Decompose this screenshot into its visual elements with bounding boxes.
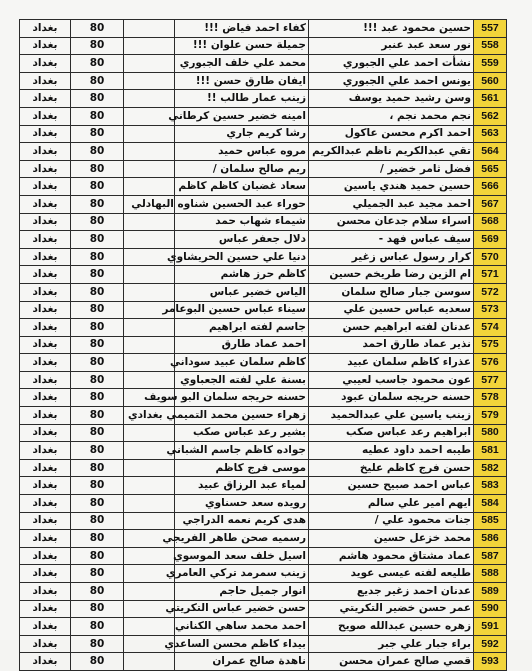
second-name-cell: امينه خضير حسين كرطاني <box>175 107 309 125</box>
second-name-cell: بيداء كاظم محسن الساعدي <box>175 635 309 653</box>
score-cell: 80 <box>71 389 124 407</box>
name-cell: عماد مشتاق محمود هاشم <box>309 547 474 565</box>
score-cell: 80 <box>71 565 124 583</box>
empty-cell <box>124 547 175 565</box>
table-row <box>20 55 507 73</box>
table-row <box>20 20 507 38</box>
name-cell: يونس احمد علي الجبوري <box>309 72 474 90</box>
table-row <box>20 213 507 231</box>
second-name-cell: احمد عماد طارق <box>175 336 309 354</box>
second-name-cell: هدى كريم نعمه الدراجي <box>175 512 309 530</box>
second-name-cell: كفاء احمد فياض !!! <box>175 20 309 38</box>
score-cell: 80 <box>71 178 124 196</box>
score-cell: 80 <box>71 512 124 530</box>
second-name-cell: شيماء شهاب حمد <box>175 213 309 231</box>
city-cell: بغداد <box>20 90 71 108</box>
city-cell: بغداد <box>20 583 71 601</box>
name-cell: نجم محمد نجم ، <box>309 107 474 125</box>
table-row <box>20 90 507 108</box>
table-row <box>20 442 507 460</box>
second-name-cell: زينب عمار طالب !! <box>175 90 309 108</box>
table-row <box>20 160 507 178</box>
table-row <box>20 600 507 618</box>
city-cell: بغداد <box>20 459 71 477</box>
row-number-cell: 561 <box>474 90 507 108</box>
second-name-cell: سعاد غضبان كاظم كاظم <box>175 178 309 196</box>
table-row <box>20 195 507 213</box>
second-name-cell: محمد علي خلف الجبوري <box>175 55 309 73</box>
score-cell: 80 <box>71 248 124 266</box>
row-number-cell: 563 <box>474 125 507 143</box>
score-cell: 80 <box>71 266 124 284</box>
row-number-cell: 571 <box>474 266 507 284</box>
second-name-cell: زهراء حسين محمد التميمي بغدادي <box>175 407 309 425</box>
city-cell: بغداد <box>20 547 71 565</box>
second-name-cell: بسنة علي لفته الجعباوي <box>175 371 309 389</box>
table-row <box>20 301 507 319</box>
name-cell: عدنان لفته ابراهيم حسن <box>309 319 474 337</box>
empty-cell <box>124 213 175 231</box>
second-name-cell: مروه عباس حميد <box>175 143 309 161</box>
city-cell: بغداد <box>20 371 71 389</box>
table-row <box>20 653 507 671</box>
city-cell: بغداد <box>20 125 71 143</box>
score-cell: 80 <box>71 530 124 548</box>
city-cell: بغداد <box>20 600 71 618</box>
row-number-cell: 592 <box>474 635 507 653</box>
row-number-cell: 588 <box>474 565 507 583</box>
second-name-cell: انوار جميل حاجم <box>175 583 309 601</box>
score-cell: 80 <box>71 407 124 425</box>
city-cell: بغداد <box>20 389 71 407</box>
table-row <box>20 459 507 477</box>
name-cell: ام الزين رضا طريخم حسين <box>309 266 474 284</box>
score-cell: 80 <box>71 336 124 354</box>
second-name-cell: احمد محمد ساهي الكناني <box>175 618 309 636</box>
row-number-cell: 558 <box>474 37 507 55</box>
name-cell: ايهم امير علي سالم <box>309 495 474 513</box>
row-number-cell: 586 <box>474 530 507 548</box>
score-cell: 80 <box>71 547 124 565</box>
empty-cell <box>124 90 175 108</box>
score-cell: 80 <box>71 600 124 618</box>
table-row <box>20 125 507 143</box>
row-number-cell: 591 <box>474 618 507 636</box>
city-cell: بغداد <box>20 248 71 266</box>
row-number-cell: 576 <box>474 354 507 372</box>
second-name-cell: ريم صالح سلمان / <box>175 160 309 178</box>
row-number-cell: 584 <box>474 495 507 513</box>
names-table-body <box>20 20 507 671</box>
table-row <box>20 407 507 425</box>
city-cell: بغداد <box>20 653 71 671</box>
second-name-cell: جميلة حسن علوان !!! <box>175 37 309 55</box>
table-row <box>20 495 507 513</box>
city-cell: بغداد <box>20 20 71 38</box>
name-cell: محمد خزعل حسين <box>309 530 474 548</box>
score-cell: 80 <box>71 653 124 671</box>
row-number-cell: 581 <box>474 442 507 460</box>
row-number-cell: 570 <box>474 248 507 266</box>
second-name-cell: كاظم حرز هاشم <box>175 266 309 284</box>
table-row <box>20 512 507 530</box>
second-name-cell: موسى فرج كاظم <box>175 459 309 477</box>
table-row <box>20 477 507 495</box>
second-name-cell: بشير رعد عباس صكب <box>175 424 309 442</box>
row-number-cell: 577 <box>474 371 507 389</box>
city-cell: بغداد <box>20 565 71 583</box>
table-row <box>20 635 507 653</box>
empty-cell <box>124 319 175 337</box>
empty-cell <box>124 20 175 38</box>
name-cell: حسين حميد هندي ياسين <box>309 178 474 196</box>
second-name-cell: جواده كاظم جاسم الشباني <box>175 442 309 460</box>
row-number-cell: 562 <box>474 107 507 125</box>
score-cell: 80 <box>71 213 124 231</box>
name-cell: عون محمود جاسب لعيبي <box>309 371 474 389</box>
score-cell: 80 <box>71 618 124 636</box>
second-name-cell: جاسم لفته ابراهيم <box>175 319 309 337</box>
score-cell: 80 <box>71 283 124 301</box>
row-number-cell: 583 <box>474 477 507 495</box>
name-cell: كرار رسول عباس زغير <box>309 248 474 266</box>
row-number-cell: 569 <box>474 231 507 249</box>
empty-cell <box>124 107 175 125</box>
names-table <box>19 19 507 671</box>
empty-cell <box>124 336 175 354</box>
table-row <box>20 618 507 636</box>
city-cell: بغداد <box>20 283 71 301</box>
row-number-cell: 593 <box>474 653 507 671</box>
table-row <box>20 266 507 284</box>
city-cell: بغداد <box>20 530 71 548</box>
empty-cell <box>124 495 175 513</box>
second-name-cell: سيناء عباس حسين البوعامر <box>175 301 309 319</box>
second-name-cell: لمياء عبد الرزاق عبيد <box>175 477 309 495</box>
name-cell: عذراء كاظم سلمان عبيد <box>309 354 474 372</box>
row-number-cell: 565 <box>474 160 507 178</box>
empty-cell <box>124 618 175 636</box>
empty-cell <box>124 424 175 442</box>
empty-cell <box>124 371 175 389</box>
name-cell: زهره حسين عبدالله صويح <box>309 618 474 636</box>
score-cell: 80 <box>71 477 124 495</box>
city-cell: بغداد <box>20 319 71 337</box>
table-row <box>20 565 507 583</box>
table-row <box>20 178 507 196</box>
row-number-cell: 590 <box>474 600 507 618</box>
name-cell: عمر حسن خضير التكريتي <box>309 600 474 618</box>
row-number-cell: 589 <box>474 583 507 601</box>
city-cell: بغداد <box>20 143 71 161</box>
score-cell: 80 <box>71 371 124 389</box>
name-cell: طيبه احمد داود عطيه <box>309 442 474 460</box>
empty-cell <box>124 72 175 90</box>
name-cell: قصي صالح عمران محسن <box>309 653 474 671</box>
table-row <box>20 336 507 354</box>
table-row <box>20 389 507 407</box>
score-cell: 80 <box>71 37 124 55</box>
name-cell: سعديه عباس حسين علي <box>309 301 474 319</box>
city-cell: بغداد <box>20 213 71 231</box>
second-name-cell: زينب سمرمد تركي العامري <box>175 565 309 583</box>
row-number-cell: 559 <box>474 55 507 73</box>
city-cell: بغداد <box>20 477 71 495</box>
row-number-cell: 585 <box>474 512 507 530</box>
table-row <box>20 231 507 249</box>
second-name-cell: ايفان طارق حسن !!! <box>175 72 309 90</box>
name-cell: طليعه لفته عيسى عويد <box>309 565 474 583</box>
second-name-cell: رويده سعد حسناوي <box>175 495 309 513</box>
name-cell: نذير عماد طارق احمد <box>309 336 474 354</box>
name-cell: احمد مجيد عبد الجميلي <box>309 195 474 213</box>
name-cell: زينب ياسين علي عبدالحميد <box>309 407 474 425</box>
name-cell: ابراهيم رعد عباس صكب <box>309 424 474 442</box>
second-name-cell: حسن خضير عباس التكريتي <box>175 600 309 618</box>
city-cell: بغداد <box>20 407 71 425</box>
table-row <box>20 530 507 548</box>
score-cell: 80 <box>71 319 124 337</box>
city-cell: بغداد <box>20 424 71 442</box>
row-number-cell: 560 <box>474 72 507 90</box>
second-name-cell: الياس خضير عباس <box>175 283 309 301</box>
table-row <box>20 72 507 90</box>
city-cell: بغداد <box>20 336 71 354</box>
score-cell: 80 <box>71 160 124 178</box>
city-cell: بغداد <box>20 178 71 196</box>
row-number-cell: 579 <box>474 407 507 425</box>
table-row <box>20 547 507 565</box>
second-name-cell: دنيا علي حسين الحريشاوي <box>175 248 309 266</box>
name-cell: سيف عباس فهد - <box>309 231 474 249</box>
empty-cell <box>124 283 175 301</box>
score-cell: 80 <box>71 424 124 442</box>
row-number-cell: 587 <box>474 547 507 565</box>
city-cell: بغداد <box>20 635 71 653</box>
city-cell: بغداد <box>20 618 71 636</box>
name-cell: حسين محمود عبد !!! <box>309 20 474 38</box>
table-row <box>20 37 507 55</box>
empty-cell <box>124 512 175 530</box>
city-cell: بغداد <box>20 107 71 125</box>
row-number-cell: 574 <box>474 319 507 337</box>
name-cell: جنات محمود علي / <box>309 512 474 530</box>
row-number-cell: 578 <box>474 389 507 407</box>
table-row <box>20 583 507 601</box>
name-cell: براء جبار علي جبر <box>309 635 474 653</box>
row-number-cell: 580 <box>474 424 507 442</box>
score-cell: 80 <box>71 583 124 601</box>
score-cell: 80 <box>71 495 124 513</box>
name-cell: اسراء سلام جدعان محسن <box>309 213 474 231</box>
city-cell: بغداد <box>20 195 71 213</box>
score-cell: 80 <box>71 20 124 38</box>
table-row <box>20 354 507 372</box>
table-row <box>20 107 507 125</box>
row-number-cell: 573 <box>474 301 507 319</box>
city-cell: بغداد <box>20 354 71 372</box>
table-row <box>20 319 507 337</box>
empty-cell <box>124 178 175 196</box>
name-cell: حسنه حريجه سلمان عبود <box>309 389 474 407</box>
city-cell: بغداد <box>20 231 71 249</box>
name-cell: نشأت احمد علي الجبوري <box>309 55 474 73</box>
name-cell: نور سعد عبد عنبر <box>309 37 474 55</box>
city-cell: بغداد <box>20 266 71 284</box>
name-cell: احمد اكرم محسن عاكول <box>309 125 474 143</box>
score-cell: 80 <box>71 635 124 653</box>
city-cell: بغداد <box>20 37 71 55</box>
second-name-cell: رشا كريم جاري <box>175 125 309 143</box>
name-cell: سوسن جبار صالح سلمان <box>309 283 474 301</box>
row-number-cell: 557 <box>474 20 507 38</box>
empty-cell <box>124 459 175 477</box>
score-cell: 80 <box>71 442 124 460</box>
name-cell: وسن رشيد حميد يوسف <box>309 90 474 108</box>
score-cell: 80 <box>71 107 124 125</box>
score-cell: 80 <box>71 125 124 143</box>
empty-cell <box>124 583 175 601</box>
row-number-cell: 568 <box>474 213 507 231</box>
name-cell: تقي عبدالكريم ناظم عبدالكريم <box>309 143 474 161</box>
score-cell: 80 <box>71 459 124 477</box>
empty-cell <box>124 477 175 495</box>
name-cell: حسن فرج كاظم عليخ <box>309 459 474 477</box>
second-name-cell: حوراء عبد الحسين شناوه البهادلي <box>175 195 309 213</box>
second-name-cell: دلال جعفر عباس <box>175 231 309 249</box>
empty-cell <box>124 266 175 284</box>
second-name-cell: رسميه صحن طاهر الفريجي <box>175 530 309 548</box>
empty-cell <box>124 160 175 178</box>
row-number-cell: 566 <box>474 178 507 196</box>
second-name-cell: حسنه حريجه سلمان البو سويف <box>175 389 309 407</box>
score-cell: 80 <box>71 90 124 108</box>
city-cell: بغداد <box>20 55 71 73</box>
score-cell: 80 <box>71 301 124 319</box>
city-cell: بغداد <box>20 442 71 460</box>
empty-cell <box>124 143 175 161</box>
score-cell: 80 <box>71 195 124 213</box>
table-row <box>20 283 507 301</box>
score-cell: 80 <box>71 143 124 161</box>
empty-cell <box>124 653 175 671</box>
second-name-cell: اسيل خلف سعد الموسوي <box>175 547 309 565</box>
table-row <box>20 248 507 266</box>
empty-cell <box>124 125 175 143</box>
row-number-cell: 567 <box>474 195 507 213</box>
table-row <box>20 371 507 389</box>
score-cell: 80 <box>71 72 124 90</box>
empty-cell <box>124 37 175 55</box>
second-name-cell: ناهدة صالح عمران <box>175 653 309 671</box>
score-cell: 80 <box>71 354 124 372</box>
city-cell: بغداد <box>20 495 71 513</box>
table-row <box>20 143 507 161</box>
row-number-cell: 564 <box>474 143 507 161</box>
city-cell: بغداد <box>20 72 71 90</box>
score-cell: 80 <box>71 55 124 73</box>
name-cell: فضل ثامر خضير / <box>309 160 474 178</box>
empty-cell <box>124 231 175 249</box>
name-cell: عباس احمد صبيح حسين <box>309 477 474 495</box>
score-cell: 80 <box>71 231 124 249</box>
second-name-cell: كاظم سلمان عبيد سوداني <box>175 354 309 372</box>
row-number-cell: 572 <box>474 283 507 301</box>
empty-cell <box>124 55 175 73</box>
row-number-cell: 582 <box>474 459 507 477</box>
row-number-cell: 575 <box>474 336 507 354</box>
city-cell: بغداد <box>20 301 71 319</box>
city-cell: بغداد <box>20 512 71 530</box>
name-cell: عدنان احمد زغير جديع <box>309 583 474 601</box>
city-cell: بغداد <box>20 160 71 178</box>
empty-cell <box>124 354 175 372</box>
table-row <box>20 424 507 442</box>
